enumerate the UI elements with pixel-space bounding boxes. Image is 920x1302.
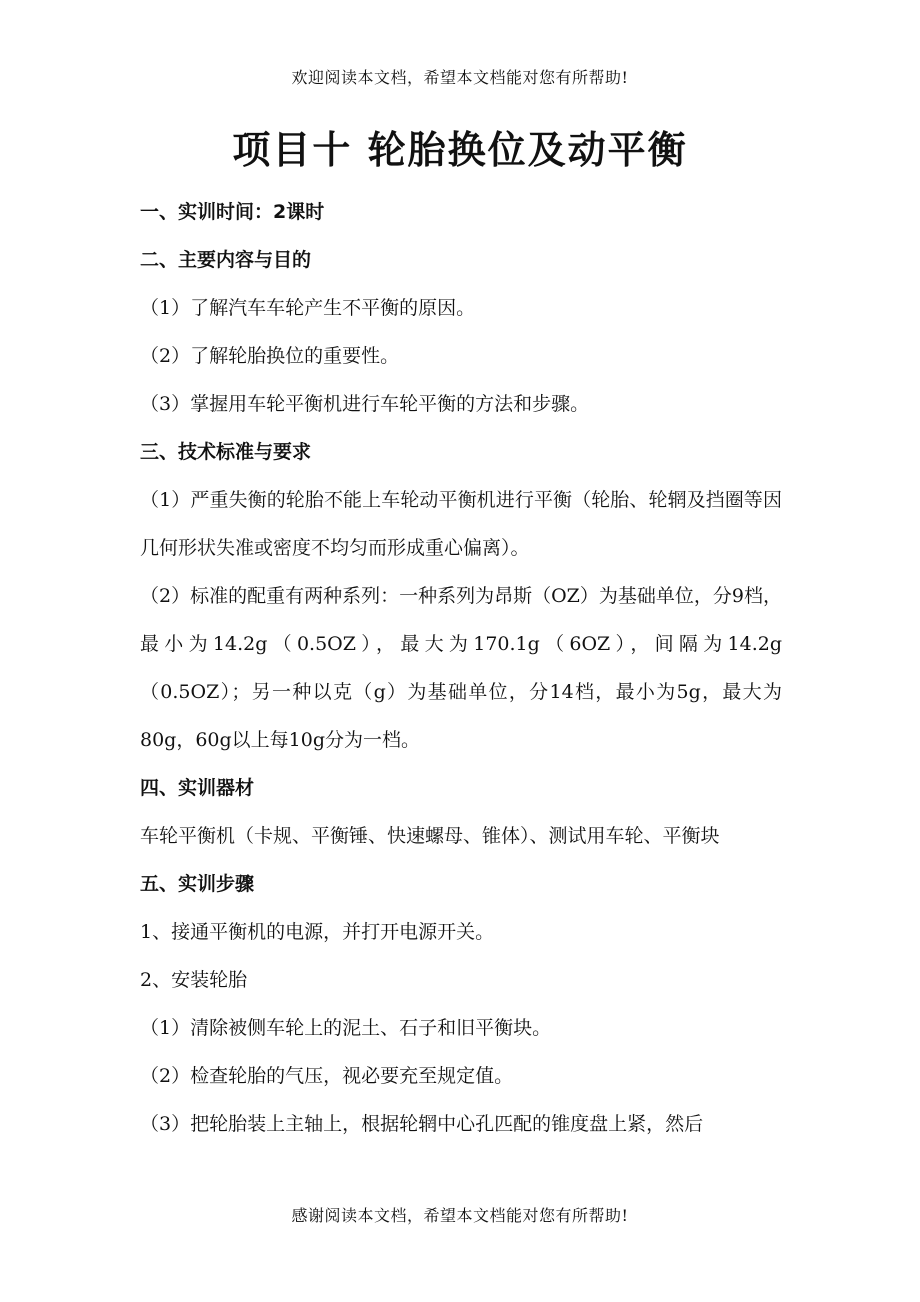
list-item: （2）了解轮胎换位的重要性。 (140, 345, 400, 367)
equipment-text: 车轮平衡机（卡规、平衡锤、快速螺母、锥体）、测试用车轮、平衡块 (140, 825, 720, 847)
list-item: （1）了解汽车车轮产生不平衡的原因。 (140, 297, 476, 319)
list-item: 1、接通平衡机的电源，并打开电源开关。 (140, 921, 495, 943)
section-heading-standards: 三、技术标准与要求 (140, 441, 312, 463)
list-item: （3）把轮胎装上主轴上，根据轮辋中心孔匹配的锥度盘上紧，然后 (140, 1113, 704, 1135)
section-heading-training-time: 一、实训时间：2课时 (140, 201, 325, 223)
section-heading-content-purpose: 二、主要内容与目的 (140, 249, 312, 271)
header-note: 欢迎阅读本文档，希望本文档能对您有所帮助! (291, 68, 629, 87)
list-item: （1）清除被侧车轮上的泥土、石子和旧平衡块。 (140, 1017, 552, 1039)
document-body (140, 188, 782, 1148)
list-item: 2、安装轮胎 (140, 969, 248, 991)
list-item: （2）检查轮胎的气压，视必要充至规定值。 (140, 1065, 514, 1087)
list-item: （1）严重失衡的轮胎不能上车轮动平衡机进行平衡（轮胎、轮辋及挡圈等因几何形状失准或密度不均匀而形成重心偏离）。 (140, 489, 782, 559)
list-item: （3）掌握用车轮平衡机进行车轮平衡的方法和步骤。 (140, 393, 590, 415)
footer-note: 感谢阅读本文档，希望本文档能对您有所帮助! (291, 1206, 629, 1225)
list-item: （2）标准的配重有两种系列：一种系列为昂斯（OZ）为基础单位，分9档，最小为14.2g（0.5OZ），最大为170.1g（6OZ），间隔为14.2g（0.5OZ）；另一种以克（g）为基础单位，分14档，最小为5g，最大为80g，60g以上每10g分为一档。 (140, 585, 782, 751)
section-heading-equipment: 四、实训器材 (140, 777, 255, 799)
document-title: 项目十 轮胎换位及动平衡 (232, 128, 688, 172)
section-heading-steps: 五、实训步骤 (140, 873, 255, 895)
